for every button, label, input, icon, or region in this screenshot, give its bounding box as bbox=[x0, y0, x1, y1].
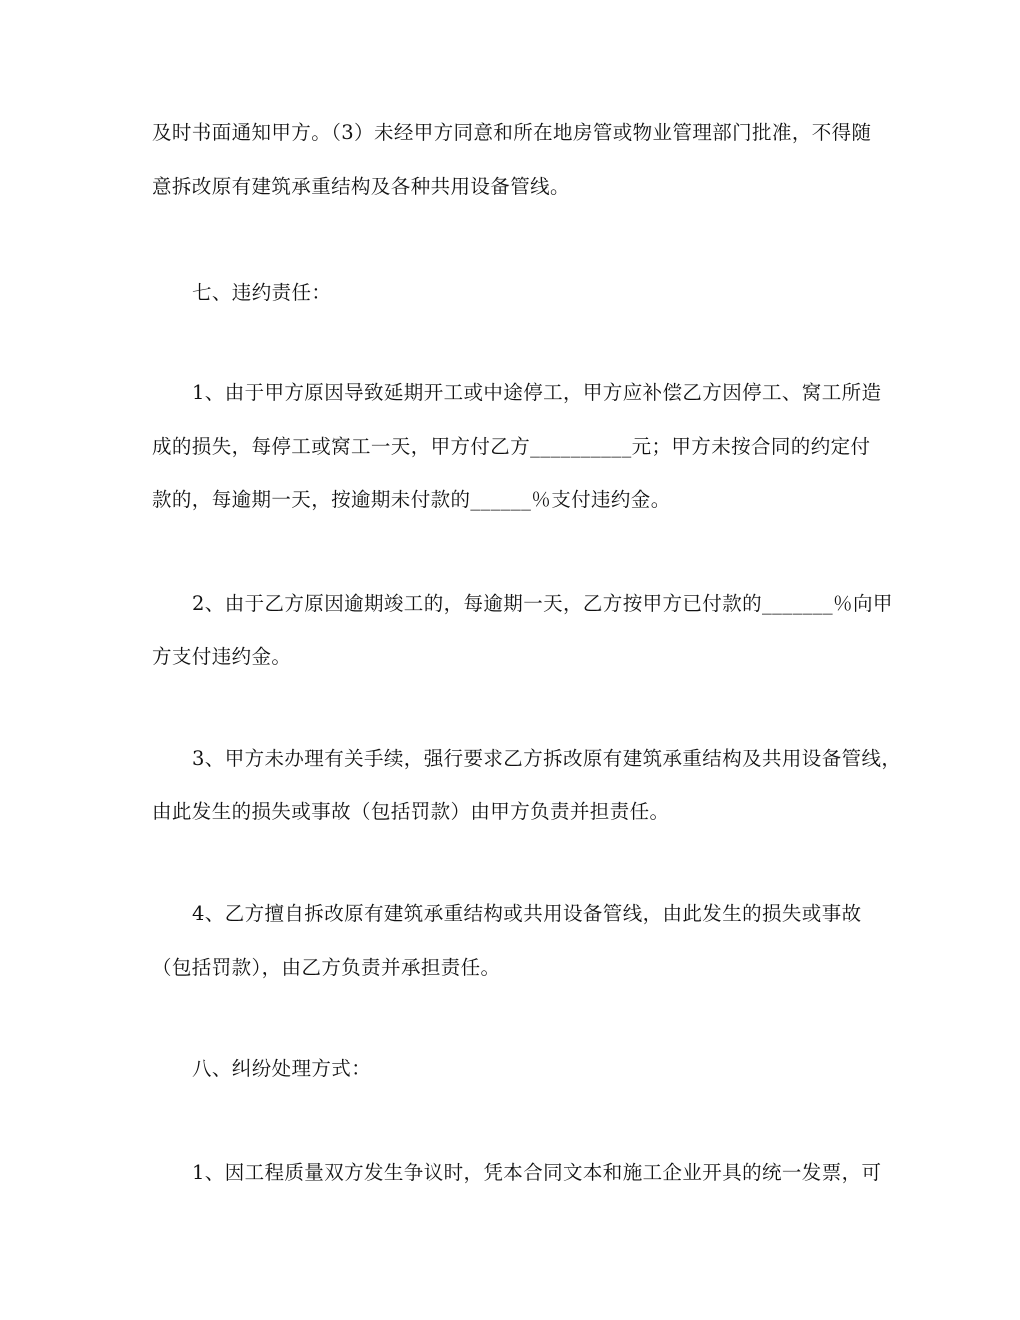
paragraph-line: 3、甲方未办理有关手续，强行要求乙方拆改原有建筑承重结构及共用设备管线， bbox=[192, 747, 902, 770]
section-heading: 八、纠纷处理方式： bbox=[192, 1057, 372, 1080]
paragraph-line: 1、由于甲方原因导致延期开工或中途停工，甲方应补偿乙方因停工、窝工所造 bbox=[192, 381, 882, 404]
paragraph-line: 成的损失，每停工或窝工一天，甲方付乙方__________元；甲方未按合同的约定付 bbox=[152, 435, 871, 458]
paragraph-line: 款的，每逾期一天，按逾期未付款的______％支付违约金。 bbox=[152, 488, 671, 511]
paragraph-line: （包括罚款），由乙方负责并承担责任。 bbox=[152, 956, 501, 979]
paragraph-line: 意拆改原有建筑承重结构及各种共用设备管线。 bbox=[152, 175, 570, 198]
paragraph-line: 4、乙方擅自拆改原有建筑承重结构或共用设备管线，由此发生的损失或事故 bbox=[192, 902, 862, 925]
paragraph-line: 1、因工程质量双方发生争议时，凭本合同文本和施工企业开具的统一发票，可 bbox=[192, 1161, 882, 1184]
section-heading: 七、违约责任： bbox=[192, 281, 332, 304]
paragraph-line: 由此发生的损失或事故（包括罚款）由甲方负责并担责任。 bbox=[152, 800, 670, 823]
paragraph-line: 方支付违约金。 bbox=[152, 645, 292, 668]
paragraph-line: 2、由于乙方原因逾期竣工的，每逾期一天，乙方按甲方已付款的_______％向甲 bbox=[192, 592, 893, 615]
paragraph-line: 及时书面通知甲方。（3）未经甲方同意和所在地房管或物业管理部门批准，不得随 bbox=[152, 121, 872, 144]
